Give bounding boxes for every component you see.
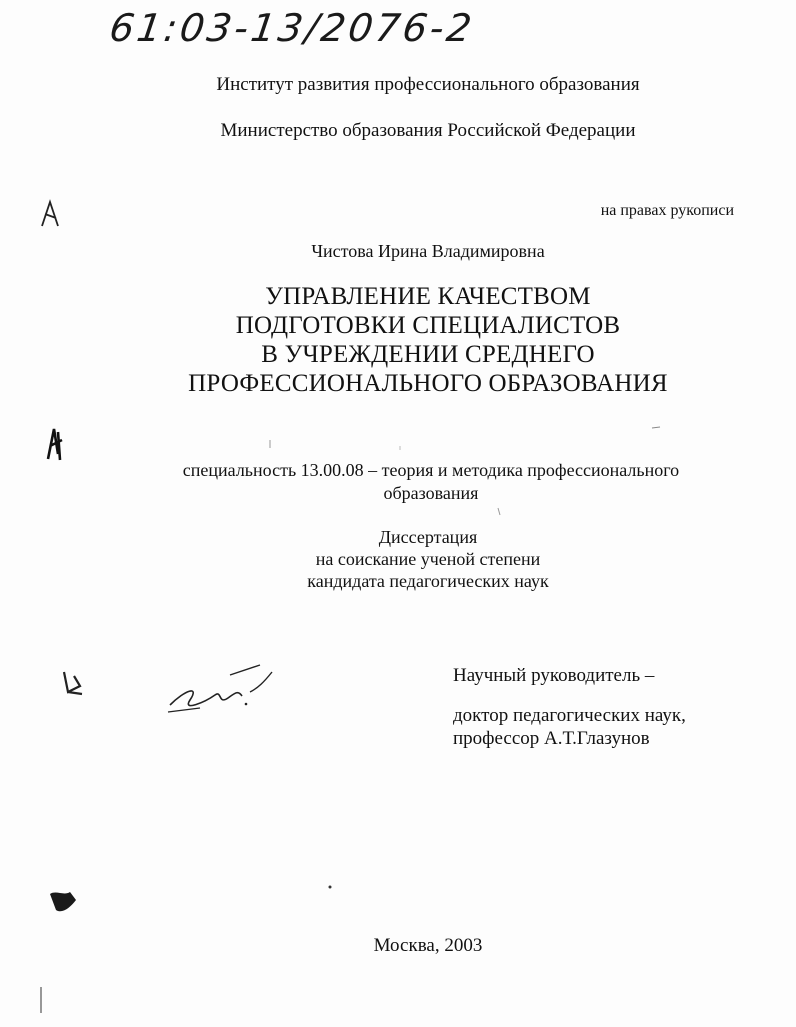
specialty-block <box>0 459 796 505</box>
specialty-line: специальность 13.00.08 – теория и методика профессионального <box>182 460 680 480</box>
author-name: Чистова Ирина Владимировна <box>311 241 545 261</box>
advisor-role: Научный руководитель – <box>453 665 655 686</box>
margin-mark <box>36 196 66 230</box>
degree-line: кандидата педагогических наук <box>307 571 549 591</box>
dissertation-degree-block <box>0 526 796 592</box>
signature-image <box>160 660 290 720</box>
degree-line: Диссертация <box>378 527 478 547</box>
handwritten-archive-code: 61:03-13/2076-2 <box>106 6 478 50</box>
margin-mark <box>40 424 70 464</box>
specialty-line: образования <box>383 483 479 503</box>
dissertation-title <box>0 282 796 398</box>
advisor-block <box>453 664 686 750</box>
manuscript-rights-note: на правах рукописи <box>600 202 734 219</box>
institute-name: Институт развития профессионального образования <box>216 74 640 95</box>
margin-mark <box>36 985 46 1015</box>
degree-line: на соискание ученой степени <box>315 549 541 569</box>
title-line: УПРАВЛЕНИЕ КАЧЕСТВОМ <box>265 283 591 310</box>
ministry-name: Министерство образования Российской Федерации <box>220 120 636 141</box>
advisor-degree: доктор педагогических наук, <box>453 705 686 726</box>
title-line: В УЧРЕЖДЕНИИ СРЕДНЕГО <box>261 341 595 368</box>
advisor-name: профессор А.Т.Глазунов <box>453 728 650 749</box>
margin-mark <box>46 884 80 918</box>
city-year: Москва, 2003 <box>373 935 483 956</box>
title-line: ПОДГОТОВКИ СПЕЦИАЛИСТОВ <box>235 312 621 339</box>
margin-mark <box>58 666 88 698</box>
title-line: ПРОФЕССИОНАЛЬНОГО ОБРАЗОВАНИЯ <box>188 370 668 397</box>
